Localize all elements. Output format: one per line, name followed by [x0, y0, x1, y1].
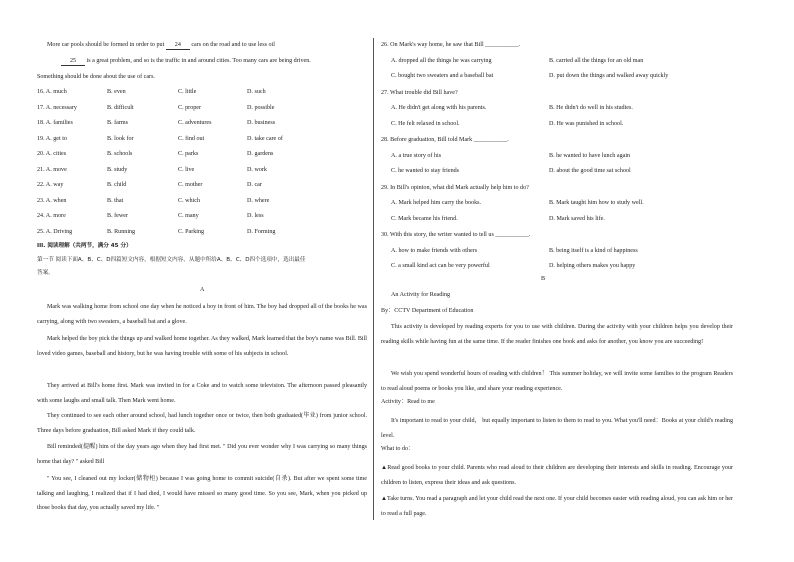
option-c: C. he wanted to stay friends [391, 168, 460, 174]
option-d: D. about the good time sat school [549, 168, 631, 174]
passage-title: An Activity for Reading [391, 292, 451, 298]
paragraph: This activity is developed by reading experts for you to use with children. During the activity with your children helps you develop their reading skills while having fun at the same time. If the reader finishes one book and asks for another, you know you are succeeding! [381, 324, 733, 346]
blank-24: 24 [166, 42, 190, 50]
option-b: B. Mark taught him how to study well. [549, 200, 644, 206]
option-d: D. Mark saved his life. [549, 215, 605, 222]
question-stem: 28. Before graduation, Bill told Mark ___________. [381, 137, 509, 143]
paragraph: Mark helped the boy pick the things up and walked home together. As they walked, Mark learned that the boy's name was Bill. Bill loved video games, baseball and history, but he was having trouble with some of his subjects in school. [37, 336, 367, 357]
activity-heading: Activity：Read to me [381, 399, 435, 405]
option-n: 24. A. more [37, 213, 66, 219]
option-d: D. take care of [247, 135, 283, 142]
option-n: 25. A. Driving [37, 228, 73, 235]
option-b: B. carried all the things for an old man [549, 57, 644, 64]
option-c: C. many [178, 213, 199, 219]
passage-label: A [200, 287, 205, 293]
option-n: 20. A. cities [37, 151, 67, 157]
instruction: 答案。 [37, 270, 54, 276]
option-b: B. farms [107, 120, 128, 126]
paragraph: Bill reminded(提醒) him of the day years ago when they had first met. " Did you ever wonder why I was carrying so many things home that day? " asked Bill [37, 444, 367, 465]
option-d: D. such [247, 89, 266, 95]
option-b: B. he wanted to have lunch again [549, 152, 631, 159]
option-a: A. a true story of his [391, 152, 442, 159]
option-n: 23. A. when [37, 197, 67, 204]
option-c: C. bought two sweaters and a baseball bat [391, 73, 494, 79]
left-column [37, 0, 367, 562]
paragraph: Mark was walking home from school one day when he noticed a boy in front of him. The boy had dropped all of the books he was carrying, along with two sweaters, a baseball bat and a glove. [37, 304, 367, 325]
option-d: D. Forming [247, 228, 276, 235]
option-d: D. work [247, 166, 267, 173]
option-d: D. put down the things and walked away quickly [549, 73, 669, 79]
option-c: C. Mark became his friend. [391, 215, 458, 222]
option-b: B. being itself is a kind of happiness [549, 247, 638, 254]
byline: By：CCTV Department of Education [381, 308, 474, 314]
option-b: B. schools [107, 151, 133, 157]
option-b: B. He didn't do well in his studies. [549, 105, 633, 111]
bullet: ▲Take turns. You read a paragraph and let your child read the next one. If your child becomes easier with reading aloud, you can ask him or her to read a full page. [381, 496, 733, 518]
option-b: B. child [107, 182, 127, 188]
paragraph: We wish you spend wonderful hours of reading with children！ This summer holiday, we will invite some families to the program Readers to read aloud poems or books you like, and share your reading experience. [381, 371, 733, 393]
option-d: D. business [247, 120, 276, 126]
option-d: D. helping others makes you happy [549, 263, 636, 269]
option-c: C. parks [178, 151, 199, 157]
option-n: 18. A. families [37, 120, 73, 126]
option-a: A. He didn't get along with his parents. [391, 105, 487, 111]
option-d: D. gardens [247, 151, 274, 157]
option-b: B. difficult [107, 104, 134, 111]
option-n: 17. A. necessary [37, 104, 77, 111]
option-c: C. a small kind act can be very powerful [391, 263, 490, 269]
option-d: D. car [247, 182, 262, 188]
question-stem: 27. What trouble did Bill have? [381, 89, 458, 96]
option-n: 16. A. much [37, 89, 67, 95]
option-d: D. possible [247, 104, 275, 111]
option-c: C. adventures [178, 120, 212, 126]
paragraph: They continued to see each other around school, had lunch together once or twice, then both graduated(毕业) from junior school. Three days before graduation, Bill asked Mark if they could talk. [37, 413, 367, 434]
option-c: C. He felt relaxed in school. [391, 120, 460, 127]
option-c: C. mother [178, 182, 203, 188]
option-n: 22. A. way [37, 182, 64, 188]
option-c: C. which [178, 197, 201, 204]
paragraph: It's important to read to your child， but equally important to listen to them to read to you. What you'll need：Books at your child's reading level. [381, 418, 733, 440]
column-divider [373, 38, 374, 520]
passage-line: 25 is a great problem, and so is the traffic in and around cities. Too many cars are being driven. [61, 58, 367, 66]
paragraph: " You see, I cleaned out my locker(储物柜) because I was going home to commit suicide(自杀). But after we spent some time talking and laughing, I realized that if I had died, I would have missed so many good time. So you see, Mark, when you picked up those books that day, you actually saved my life. " [37, 476, 367, 512]
passage-line: Something should be done about the use of cars. [37, 74, 155, 80]
option-c: C. Parking [178, 228, 205, 235]
option-d: D. where [247, 197, 270, 204]
option-c: C. live [178, 166, 195, 173]
option-b: B. look for [107, 135, 134, 142]
option-a: A. how to make friends with others [391, 247, 478, 254]
option-b: B. even [107, 89, 126, 95]
option-a: A. Mark helped him carry the books. [391, 200, 482, 206]
section-title: III. 阅读理解（共两节，满分 45 分） [37, 243, 132, 249]
option-n: 21. A. move [37, 166, 67, 173]
option-b: B. study [107, 166, 128, 173]
option-c: C. find out [178, 135, 205, 142]
question-stem: 26. On Mark's way home, he saw that Bill ___________. [381, 42, 521, 48]
blank-25: 25 [61, 58, 85, 66]
option-c: C. proper [178, 104, 202, 111]
passage-line: More car pools should be formed in order to put 24 cars on the road and to use less oil [47, 42, 275, 50]
question-stem: 30. With this story, the writer wanted to tell us ___________. [381, 232, 531, 238]
option-d: D. less [247, 213, 264, 219]
option-c: C. little [178, 89, 197, 95]
option-b: B. that [107, 197, 124, 204]
right-column [381, 0, 751, 562]
passage-label: B [541, 276, 546, 282]
instruction: 第一节 阅读下面A、B、C、D四篇短文内容，根据短文内容，从题中所给A、B、C、D四个选项中，选出最佳 [37, 257, 306, 263]
paragraph: They arrived at Bill's home first. Mark was invited in for a Coke and to watch some television. The afternoon passed pleasantly with some laughs and small talk. Then Mark went home. [37, 383, 367, 404]
bullet: ▲Read good books to your child. Parents who read aloud to their children are developing their interests and skills in reading. Encourage your children to listen, express their ideas and ask questions. [381, 465, 733, 487]
option-b: B. fewer [107, 213, 128, 219]
option-d: D. He was punished in school. [549, 120, 624, 127]
what-to-do: What to do： [381, 446, 415, 452]
question-stem: 29. In Bill's opinion, what did Mark actually help him to do? [381, 184, 529, 191]
option-b: B. Running [107, 228, 136, 235]
option-a: A. dropped all the things he was carrying [391, 57, 492, 64]
option-n: 19. A. get to [37, 135, 67, 142]
